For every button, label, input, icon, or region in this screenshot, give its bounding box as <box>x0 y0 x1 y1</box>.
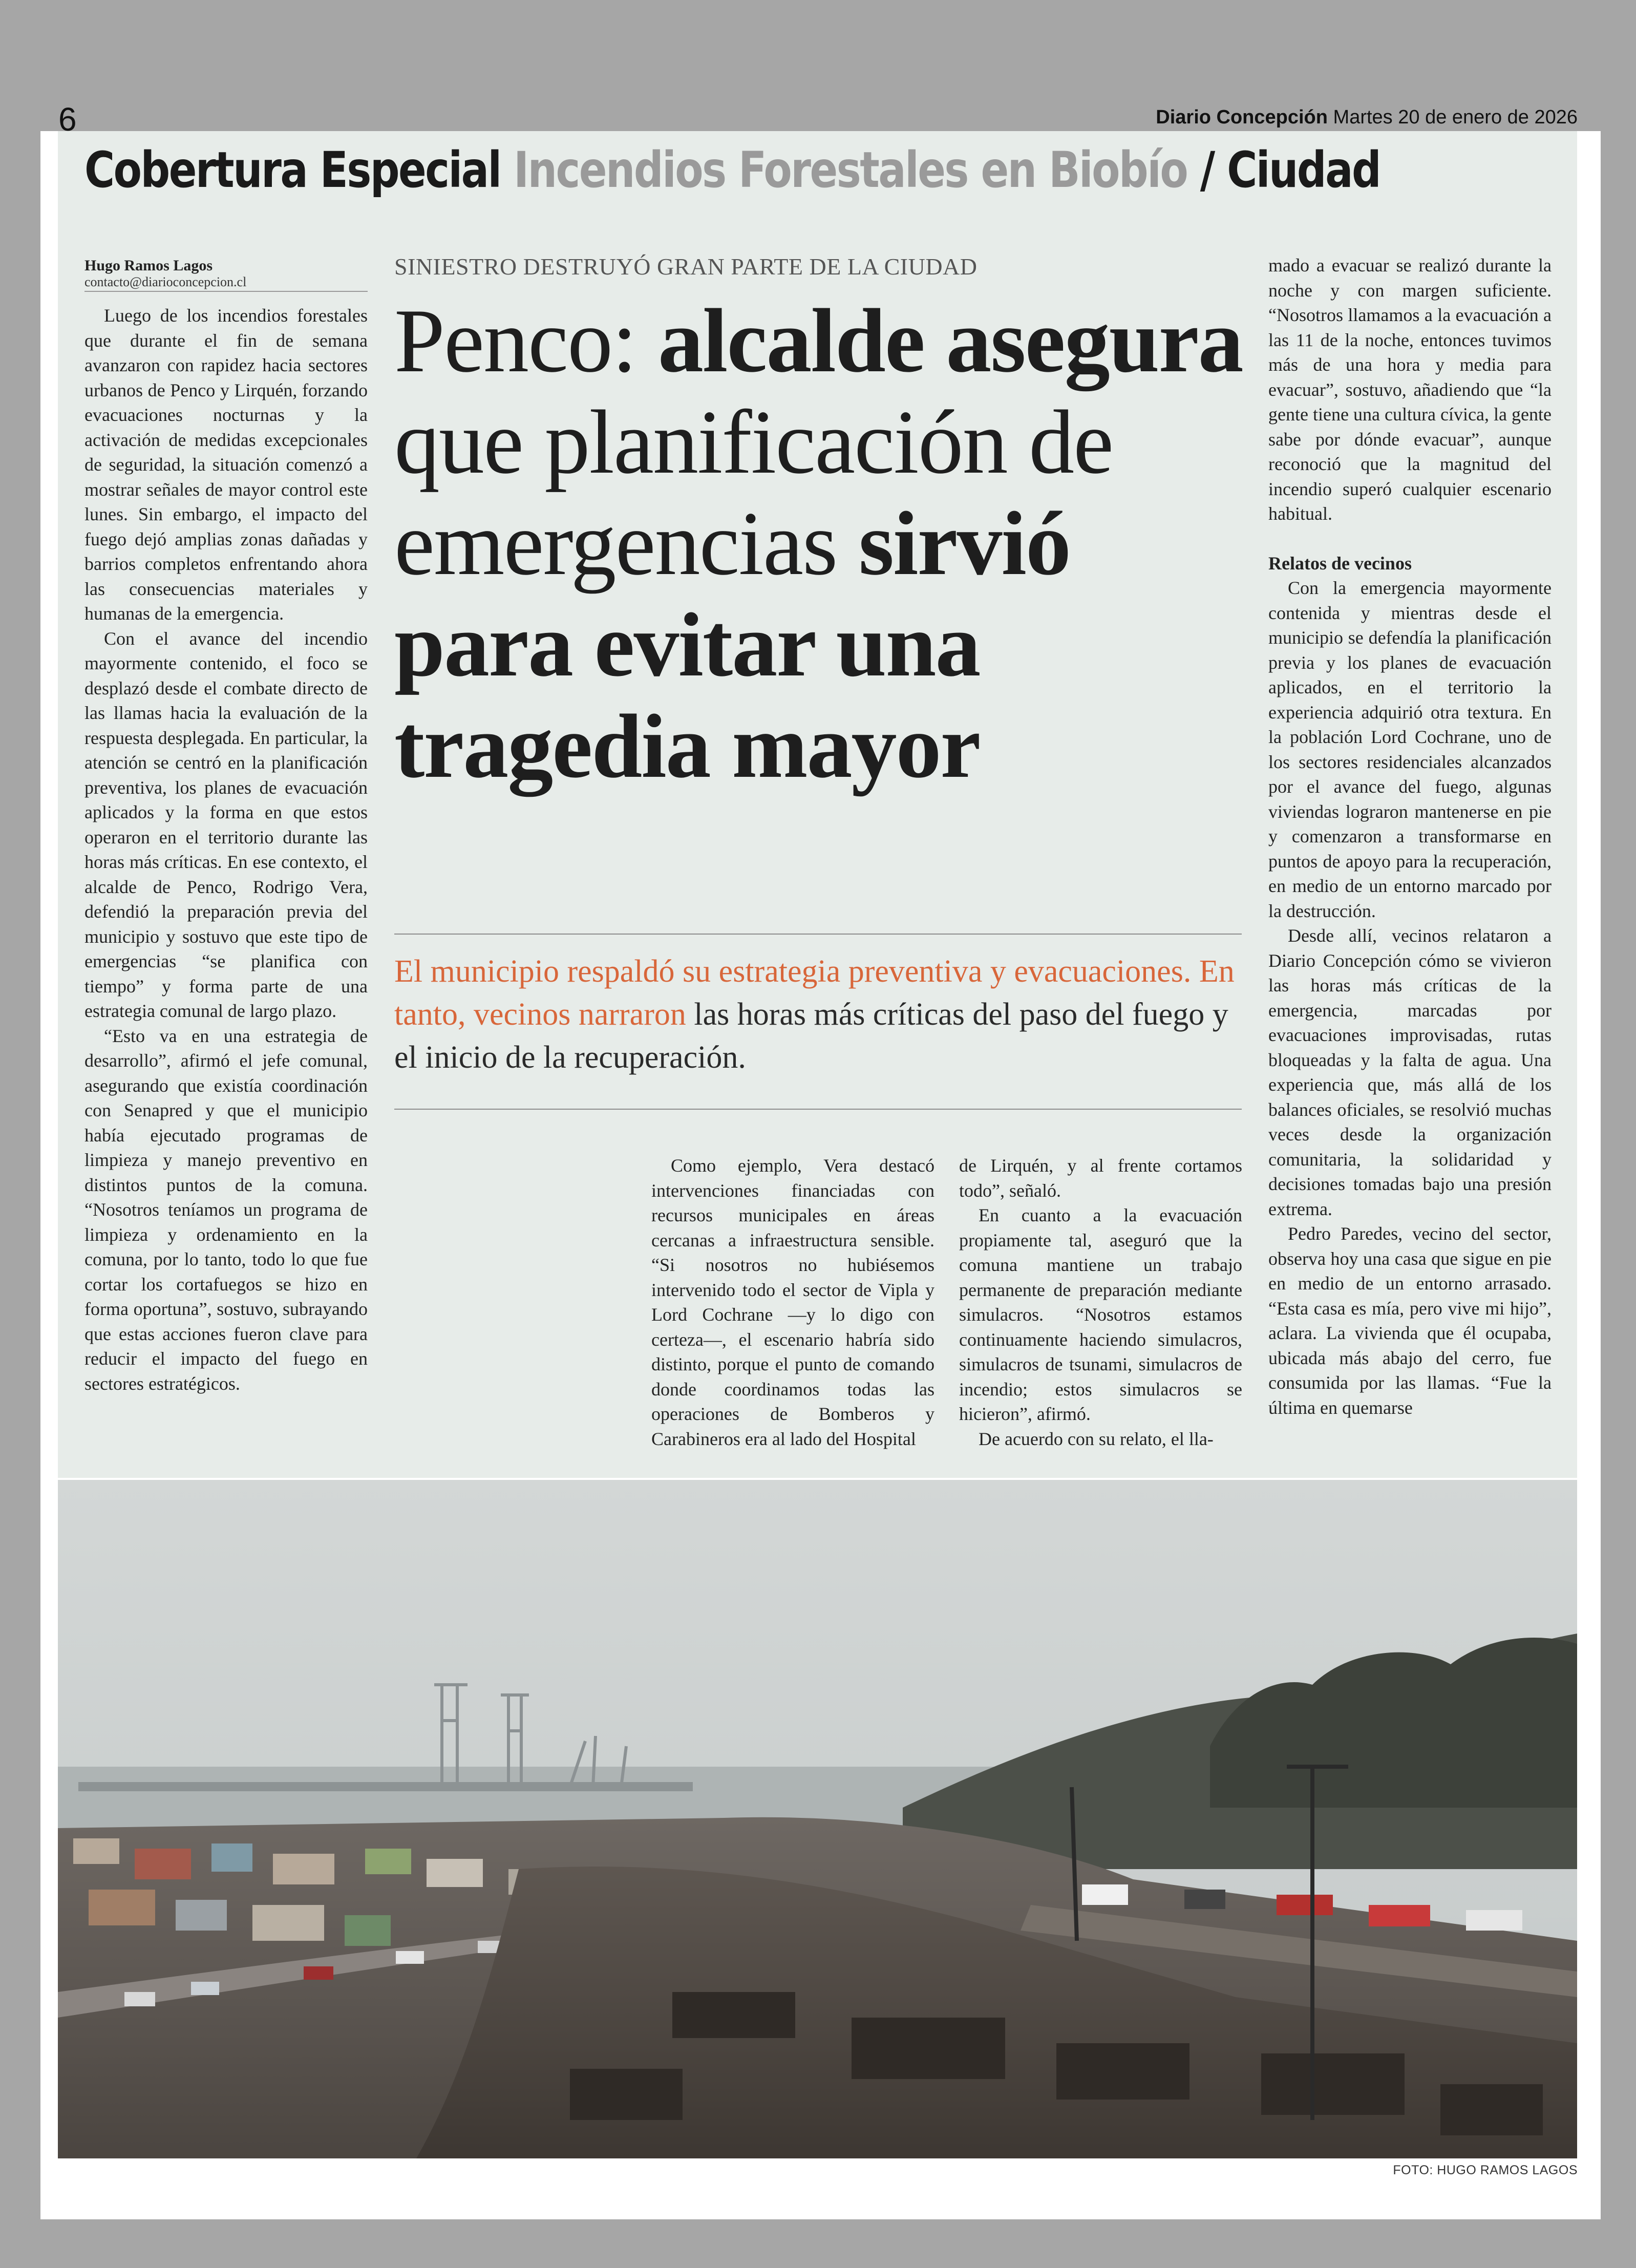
section-subsection: / Ciudad <box>1200 141 1380 199</box>
deck-highlight: El municipio respaldó su estrategia preventiva y evacuaciones. En tanto, vecinos narraron <box>394 954 1235 1032</box>
photo-pier <box>78 1782 693 1791</box>
body-paragraph: Con el avance del incendio mayormente contenido, el foco se desplazó desde el combate directo de las llamas hacia la evaluación de la respuesta desplegada. En particular, la atención se centró en la planificación preventiva, los planes de evacuación aplicados y la forma en que estos operaron en el territorio durante las horas más críticas. En ese contexto, el alcalde de Penco, Rodrigo Vera, defendió la preparación previa del municipio y sostuvo que este tipo de emergencias “se planifica con tiempo” y forma parte de una estrategia comunal de largo plazo. <box>84 628 368 1021</box>
body-paragraph: Desde allí, vecinos relataron a Diario Concepción cómo se vivieron las horas más críticas de la emergencia, marcadas por evacuaciones improvisadas, rutas bloqueadas y la falta de agua. Una experiencia que, más allá de los balances oficiales, se resolvió muchas veces desde la organización comunitaria, la solidaridad y decisiones tomadas bajo una presión extrema. <box>1268 925 1552 1219</box>
newspaper-name: Diario Concepción <box>1156 107 1328 128</box>
article-kicker: SINIESTRO DESTRUYÓ GRAN PARTE DE LA CIUDAD <box>394 253 978 280</box>
body-paragraph: Con la emergencia mayormente contenida y mientras desde el municipio se defendía la planificación previa y los planes de evacuación aplicados, en el territorio la experiencia adquirió otra textura. En la población Lord Cochrane, uno de los sectores residenciales alcanzados por el avance del fuego, algunas viviendas lograron mantenerse en pie y comenzaron a transformarse en puntos de apoyo para la recuperación, en medio de un entorno marcado por la destrucción. <box>1268 578 1552 921</box>
body-paragraph: Pedro Paredes, vecino del sector, observa hoy una casa que sigue en pie en medio de un entorno arrasado. “Esta casa es mía, pero vive mi hijo”, aclara. La vivienda que él ocupaba, ubicada más abajo del cerro, fue consumida por las llamas. “Fue la última en quemarse <box>1268 1223 1552 1418</box>
photo-illustration <box>58 1480 1577 2158</box>
section-topic: Incendios Forestales en Biobío <box>514 141 1187 199</box>
body-paragraph: De acuerdo con su relato, el lla- <box>979 1428 1214 1449</box>
body-paragraph: de Lirquén, y al frente cortamos todo”, señaló. <box>959 1155 1242 1201</box>
headline-bold-part: alcalde asegura <box>657 290 1243 391</box>
byline-author: Hugo Ramos Lagos <box>84 257 213 274</box>
folio <box>1156 107 1578 129</box>
article-subhead: Relatos de vecinos <box>1268 553 1412 574</box>
publication-date: Martes 20 de enero de 2026 <box>1333 107 1578 128</box>
byline-divider <box>84 291 368 292</box>
article-headline <box>394 290 1265 797</box>
column-1 <box>84 257 368 1396</box>
body-paragraph: Como ejemplo, Vera destacó intervenciones financiadas con recursos municipales en áreas cercanas a infraestructura sensible. “Si nosotros no hubiésemos intervenido todo el sector de Vipla y Lord Cochrane —y lo digo con certeza—, el escenario habría sido distinto, porque el punto de comando donde coordinamos todas las operaciones de Bomberos y Carabineros era al lado del Hospital <box>651 1155 934 1449</box>
deck-text: las horas más críticas del paso del fuego y el inicio de la recuperación. <box>394 997 1228 1075</box>
headline-bold-part: sirvió para evitar una tragedia mayor <box>394 493 1070 797</box>
body-paragraph: En cuanto a la evacuación propiamente tal, aseguró que la comuna mantiene un trabajo permanente de preparación mediante simulacros. “Nosotros estamos continuamente haciendo simulacros, simulacros de tsunami, simulacros de incendio; estos simulacros se hicieron”, afirmó. <box>959 1205 1242 1424</box>
body-paragraph: “Esto va en una estrategia de desarrollo”, afirmó el jefe comunal, asegurando que existía coordinación con Senapred y que el municipio había ejecutado programas de limpieza y manejo preventivo en distintos puntos de la comuna. “Nosotros teníamos un programa de limpieza y ordenamiento en la comuna, por lo tanto, todo lo que fue cortar los cortafuegos se hizo en forma oportuna”, sostuvo, subrayando que estas acciones fueron clave para reducir el impacto del fuego en sectores estratégicos. <box>84 1025 368 1394</box>
column-2 <box>651 1153 934 1451</box>
body-paragraph: Luego de los incendios forestales que durante el fin de semana avanzaron con rapidez hacia sectores urbanos de Penco y Lirquén, forzando evacuaciones nocturnas y la activación de medidas excepcionales de seguridad, la situación comenzó a mostrar señales de mayor control este lunes. Sin embargo, el impacto del fuego dejó amplias zonas dañadas y barrios completos enfrentando ahora las consecuencias materiales y humanas de la emergencia. <box>84 305 368 624</box>
photo-credit: FOTO: HUGO RAMOS LAGOS <box>1393 2163 1578 2177</box>
headline-part: que planificación de emergencias <box>394 391 1113 594</box>
column-4 <box>1268 253 1552 1420</box>
column-3 <box>959 1153 1242 1451</box>
section-header <box>84 141 1380 199</box>
headline-part: Penco: <box>394 290 658 391</box>
page-number: 6 <box>58 101 77 138</box>
body-paragraph: mado a evacuar se realizó durante la noche y con margen suficiente. “Nosotros llamamos a la evacuación a las 11 de la noche, entonces tuvimos más de una hora y media para evacuar”, sostuvo, añadiendo que “la gente tiene una cultura cívica, la gente sabe por dónde evacuar”, aunque reconoció que la magnitud del incendio superó cualquier escenario habitual. <box>1268 255 1552 524</box>
deck-bottom-rule <box>394 1109 1242 1110</box>
byline-email: contacto@diarioconcepcion.cl <box>84 274 247 289</box>
article-deck <box>394 950 1255 1079</box>
deck-top-rule <box>394 934 1242 935</box>
section-label: Cobertura Especial <box>84 141 501 199</box>
article-photo <box>58 1480 1577 2158</box>
